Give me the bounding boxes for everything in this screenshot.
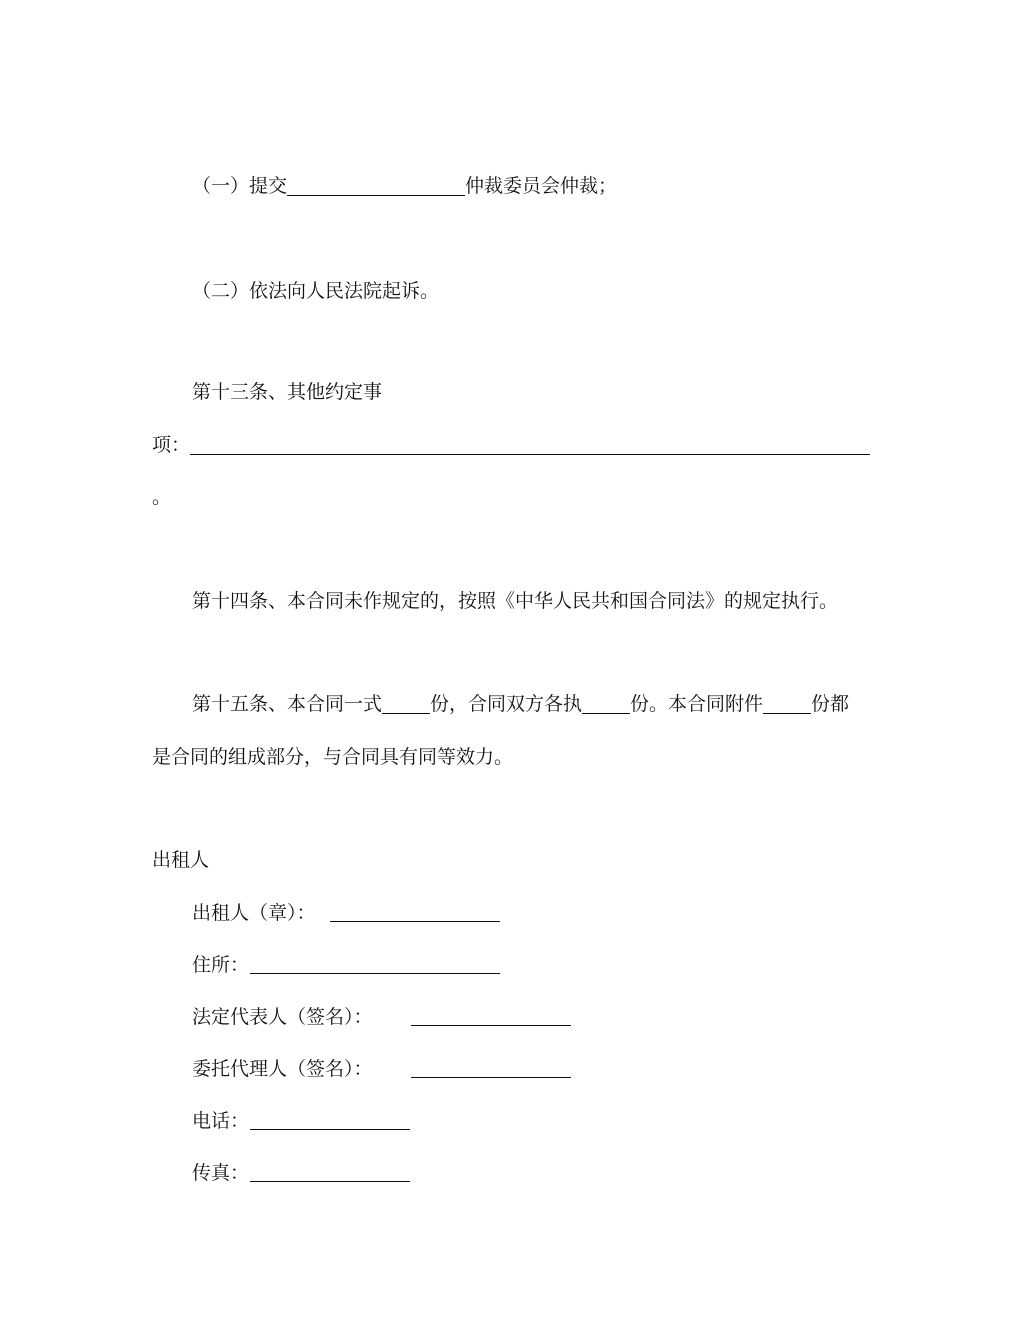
- lessor-heading: 出租人: [152, 849, 210, 871]
- other-matters-blank[interactable]: [190, 434, 870, 455]
- clause-15-line-2: 是合同的组成部分，与合同具有同等效力。: [152, 746, 514, 768]
- other-matters-label: 项：: [152, 434, 191, 456]
- agent-row: [192, 1057, 373, 1081]
- clause-15-part-3: 份。本合同附件: [630, 693, 764, 715]
- legal-rep-label: 法定代表人（签名）：: [192, 1006, 373, 1028]
- address-label: 住所：: [192, 954, 250, 976]
- clause-12-item-2: （二）依法向人民法院起诉。: [192, 280, 440, 302]
- address-row: [192, 953, 249, 977]
- copies-each-blank[interactable]: [582, 693, 630, 714]
- fax-label: 传真：: [192, 1162, 250, 1184]
- phone-row: [192, 1109, 249, 1133]
- clause-15-part-2: 份，合同双方各执: [430, 693, 583, 715]
- attachment-copies-blank[interactable]: [763, 693, 811, 714]
- arbitration-committee-blank[interactable]: [287, 175, 465, 196]
- address-blank[interactable]: [250, 953, 500, 974]
- clause-15-line-1: [192, 692, 849, 716]
- clause-15-part-1: 第十五条、本合同一式: [192, 693, 383, 715]
- lessor-seal-label: 出租人（章）：: [192, 902, 316, 924]
- lessor-seal-blank[interactable]: [330, 901, 500, 922]
- item-1-prefix: （一）提交: [192, 175, 288, 197]
- copies-total-blank[interactable]: [382, 693, 430, 714]
- clause-13-end: 。: [152, 486, 172, 508]
- clause-14: 第十四条、本合同未作规定的，按照《中华人民共和国合同法》的规定执行。: [192, 590, 839, 612]
- lessor-seal-row: [192, 901, 316, 925]
- agent-label: 委托代理人（签名）：: [192, 1058, 373, 1080]
- fax-blank[interactable]: [250, 1161, 410, 1182]
- phone-label: 电话：: [192, 1110, 250, 1132]
- fax-row: [192, 1161, 249, 1185]
- item-1-suffix: 仲裁委员会仲裁；: [465, 175, 618, 197]
- clause-13-title: 第十三条、其他约定事: [192, 381, 383, 403]
- legal-rep-row: [192, 1005, 373, 1029]
- clause-13-other-matters: [152, 433, 870, 457]
- clause-15-part-4: 份都: [811, 693, 850, 715]
- legal-rep-blank[interactable]: [411, 1005, 571, 1026]
- clause-12-item-1: [192, 174, 617, 198]
- agent-blank[interactable]: [411, 1057, 571, 1078]
- phone-blank[interactable]: [250, 1109, 410, 1130]
